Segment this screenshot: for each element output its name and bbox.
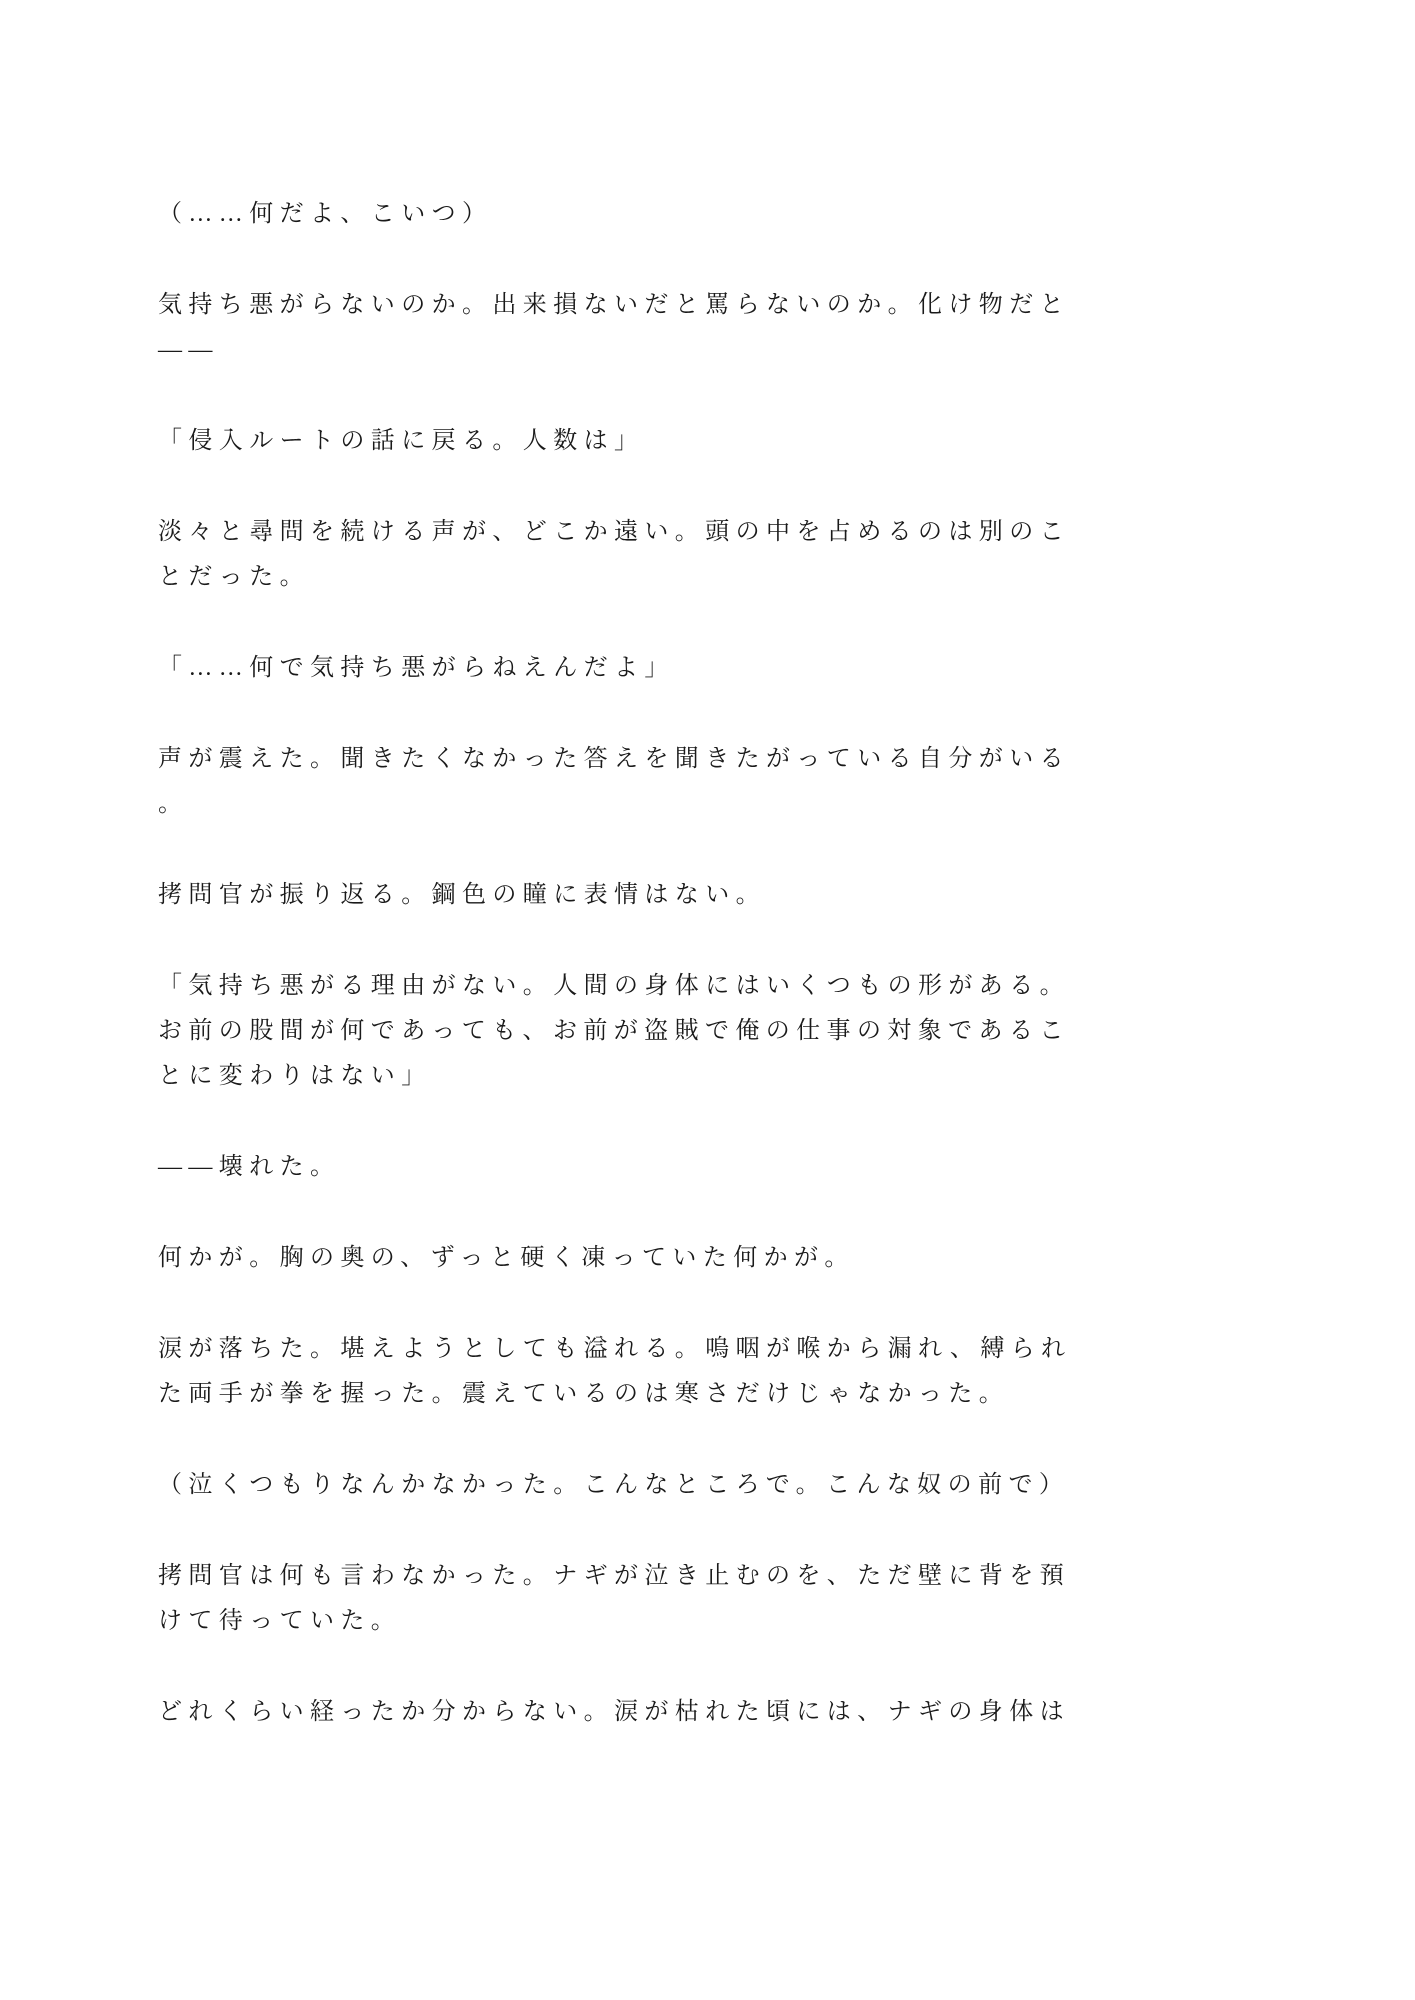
paragraph — [158, 1327, 1098, 1417]
text-line: 「侵入ルートの話に戻る。人数は」 — [158, 428, 645, 454]
paragraph — [158, 873, 1098, 918]
text-line: 「気持ち悪がる理由がない。人間の身体にはいくつもの形がある。 — [158, 973, 1070, 999]
text-line: とに変わりはない」 — [158, 1063, 432, 1089]
text-block — [158, 192, 1098, 1781]
paragraph — [158, 646, 1098, 691]
text-line: 声が震えた。聞きたくなかった答えを聞きたがっている自分がいる — [158, 746, 1070, 772]
text-line: とだった。 — [158, 564, 310, 590]
text-line: （……何だよ、こいつ） — [158, 201, 493, 227]
text-line: 涙が落ちた。堪えようとしても溢れる。嗚咽が喉から漏れ、縛られ — [158, 1336, 1072, 1362]
text-line: （泣くつもりなんかなかった。こんなところで。こんな奴の前で） — [158, 1472, 1070, 1498]
text-line: 拷問官は何も言わなかった。ナギが泣き止むのを、ただ壁に背を預 — [158, 1563, 1070, 1589]
text-line: ―― — [158, 337, 219, 363]
text-line: お前の股間が何であっても、お前が盗賊で俺の仕事の対象であるこ — [158, 1018, 1070, 1044]
text-line: 「……何で気持ち悪がらねえんだよ」 — [158, 655, 675, 681]
text-line: 淡々と尋問を続ける声が、どこか遠い。頭の中を占めるのは別のこ — [158, 519, 1070, 545]
text-line: どれくらい経ったか分からない。涙が枯れた頃には、ナギの身体は — [158, 1699, 1070, 1725]
paragraph — [158, 737, 1098, 827]
paragraph — [158, 1145, 1098, 1190]
paragraph — [158, 1690, 1098, 1735]
paragraph — [158, 192, 1098, 237]
text-line: 何かが。胸の奥の、ずっと硬く凍っていた何かが。 — [158, 1245, 855, 1271]
text-line: 。 — [158, 791, 189, 817]
paragraph — [158, 1236, 1098, 1281]
paragraph — [158, 1554, 1098, 1644]
text-line: 気持ち悪がらないのか。出来損ないだと罵らないのか。化け物だと — [158, 292, 1070, 318]
text-line: ――壊れた。 — [158, 1154, 341, 1180]
text-line: た両手が拳を握った。震えているのは寒さだけじゃなかった。 — [158, 1381, 1010, 1407]
text-line: 拷問官が振り返る。鋼色の瞳に表情はない。 — [158, 882, 766, 908]
paragraph — [158, 1463, 1098, 1508]
paragraph — [158, 510, 1098, 600]
paragraph — [158, 283, 1098, 373]
text-line: けて待っていた。 — [158, 1608, 402, 1634]
paragraph — [158, 419, 1098, 464]
paragraph — [158, 964, 1098, 1099]
